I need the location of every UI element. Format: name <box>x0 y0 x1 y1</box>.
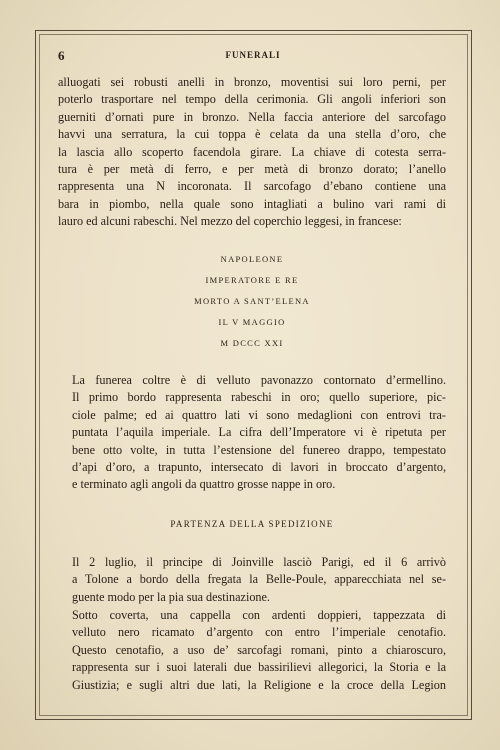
text-line: Questo cenotafio, a uso de’ sarcofagi romani, pinto a chiaroscuro, <box>72 642 446 657</box>
paragraph-pall <box>58 372 446 494</box>
page-number: 6 <box>58 48 65 63</box>
text-line: guerniti d’ornati pure in bronzo. Nella faccia anteriore del sarcofago <box>58 109 446 124</box>
inscription-line: IMPERATORE E RE <box>205 275 299 285</box>
text-line: alluogati sei robusti anelli in bronzo, moventisi sui loro perni, per <box>58 75 446 89</box>
text-line: tura è per metà di ferro, e per metà di bronzo dorato; l’anello <box>58 162 446 177</box>
inscription-line: M DCCC XXI <box>220 338 284 348</box>
text-line: havvi una serratura, la cui toppa è celata da una stella d’oro, che <box>58 127 446 142</box>
text-line: la lascia allo scoperto facendola girare. La chiave di cotesta serra- <box>58 144 446 159</box>
text-line: d’api d’oro, a trapunto, intersecato di lavori in broccato d’argento, <box>72 460 446 475</box>
paragraph-chapel <box>58 607 446 694</box>
text-line: guente modo per la pia sua destinazione. <box>72 589 270 604</box>
text-line: rappresenta sur i suoi laterali due bassirilievi allegorici, la Storia e la <box>72 660 446 675</box>
running-head: FUNERALI <box>225 50 281 60</box>
text-line: Giustizia; e sugli altri due lati, la Religione e la croce della Legion <box>72 677 446 692</box>
text-line: Il primo bordo rappresenta rabeschi in oro; quello superiore, pic- <box>72 390 446 405</box>
text-line: velluto nero ricamato d’argento con entro l’imperiale cenotafio. <box>72 625 446 640</box>
text-line: lauro ed alcuni rabeschi. Nel mezzo del coperchio leggesi, in francese: <box>58 214 402 229</box>
text-line: a Tolone a bordo della fregata la Belle-Poule, apparecchiata nel se- <box>72 572 446 587</box>
text-line: bara in piombo, nella quale sono intagliati a bulino vari rami di <box>58 196 446 211</box>
text-line: La funerea coltre è di velluto pavonazzo contornato d’ermellino. <box>72 373 446 387</box>
paragraph-departure <box>58 554 446 606</box>
text-line: poterlo trasportare nel tempo della cerimonia. Gli angoli inferiori son <box>58 92 446 107</box>
text-line: Il 2 luglio, il principe di Joinville lasciò Parigi, ed il 6 arrivò <box>72 555 446 569</box>
inscription-line: IL V MAGGIO <box>218 317 286 327</box>
section-title: PARTENZA DELLA SPEDIZIONE <box>170 519 334 529</box>
text-line: bene otto volte, in tutta l’estensione del funereo drappo, tempestato <box>72 442 446 457</box>
page-header <box>58 48 448 62</box>
text-line: puntata l’aquila imperiale. La cifra dell’Imperatore vi è ripetuta per <box>72 425 446 440</box>
text-line: Sotto coverta, una cappella con ardenti doppieri, tappezzata di <box>72 608 446 622</box>
inscription-line: MORTO A SANT’ELENA <box>194 296 310 306</box>
paragraph-sarcophagus <box>58 74 446 231</box>
inscription-line: NAPOLEONE <box>220 254 284 264</box>
coffin-inscription <box>58 249 446 354</box>
text-line: rappresenta una N incoronata. Il sarcofago d’ebano contiene una <box>58 179 446 194</box>
text-line: e terminato agli angoli da quattro grosse nappe in oro. <box>72 477 336 492</box>
text-line: ciole palme; ed ai quattro lati vi sono medaglioni con entrovi tra- <box>72 407 446 422</box>
